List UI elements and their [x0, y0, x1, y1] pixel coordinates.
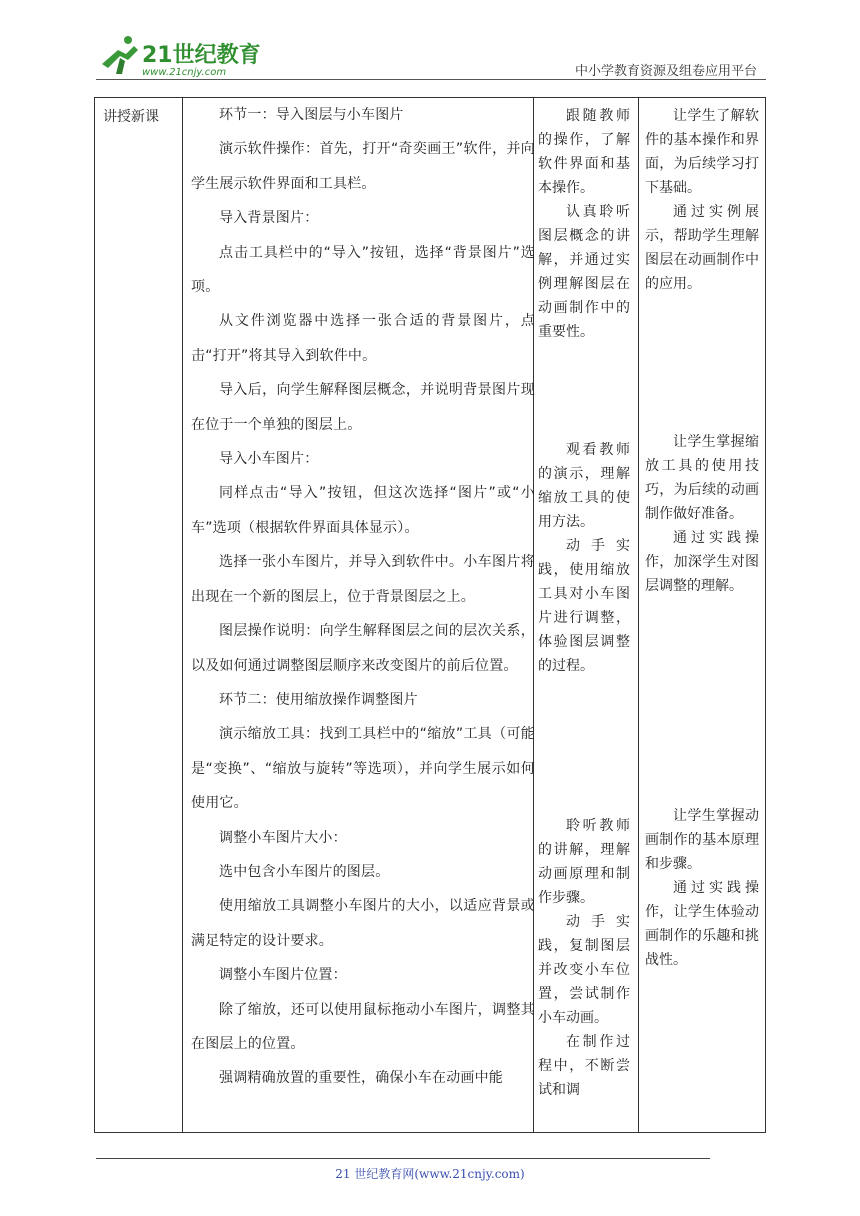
student-text: 聆听教师的讲解，理解动画原理和制作步骤。 — [538, 818, 630, 906]
purpose-text: 通过实践操作，让学生体验动画制作的乐趣和挑战性。 — [645, 880, 759, 968]
footer-link[interactable]: 21 世纪教育网(www.21cnjy.com) — [335, 1167, 525, 1181]
student-activity-block — [538, 104, 630, 344]
purpose-block — [645, 430, 759, 598]
main-paragraph: 使用缩放工具调整小车图片的大小，以适应背景或满足特定的设计要求。 — [191, 898, 535, 949]
main-paragraph: 强调精确放置的重要性，确保小车在动画中能 — [219, 1070, 503, 1087]
main-paragraph: 导入小车图片： — [219, 451, 319, 468]
main-paragraph: 选择一张小车图片，并导入到软件中。小车图片将出现在一个新的图层上，位于背景图层之上。 — [191, 554, 535, 605]
main-paragraph: 图层操作说明：向学生解释图层之间的层次关系，以及如何通过调整图层顺序来改变图片的前后位置。 — [191, 623, 535, 674]
student-text: 动手实践，复制图层并改变小车位置，尝试制作小车动画。 — [538, 914, 630, 1026]
student-activity-block — [538, 814, 630, 1102]
page-header — [0, 0, 860, 82]
footer-divider — [96, 1158, 710, 1159]
purpose-text: 让学生掌握缩放工具的使用技巧，为后续的动画制作做好准备。 — [645, 434, 759, 522]
purpose-text: 通过实例展示，帮助学生理解图层在动画制作中的应用。 — [645, 204, 759, 292]
main-paragraph: 选中包含小车图片的图层。 — [219, 863, 390, 880]
main-paragraph: 除了缩放，还可以使用鼠标拖动小车图片，调整其在图层上的位置。 — [191, 1001, 535, 1052]
header-divider — [96, 79, 766, 80]
main-paragraph: 从文件浏览器中选择一张合适的背景图片，点击“打开”将其导入到软件中。 — [191, 313, 535, 364]
purpose-text: 通过实践操作，加深学生对图层调整的理解。 — [645, 530, 759, 594]
main-paragraph: 同样点击“导入”按钮，但这次选择“图片”或“小车”选项（根据软件界面具体显示）。 — [191, 485, 535, 536]
section-label: 讲授新课 — [103, 109, 159, 125]
purpose-text: 让学生掌握动画制作的基本原理和步骤。 — [645, 808, 759, 872]
student-text: 跟随教师的操作，了解软件界面和基本操作。 — [538, 108, 630, 196]
main-paragraph: 调整小车图片大小： — [219, 829, 347, 846]
site-logo — [96, 34, 266, 78]
student-text: 动手实践，使用缩放工具对小车图片进行调整，体验图层调整的过程。 — [538, 538, 630, 674]
student-text: 观看教师的演示，理解缩放工具的使用方法。 — [538, 442, 630, 530]
svg-text:www.21cnjy.com: www.21cnjy.com — [142, 67, 227, 78]
student-activity-block — [538, 438, 630, 678]
lesson-table — [94, 97, 766, 1133]
main-paragraph: 点击工具栏中的“导入”按钮，选择“背景图片”选项。 — [191, 244, 535, 296]
svg-text:21世纪教育: 21世纪教育 — [142, 43, 261, 68]
column-divider — [638, 98, 639, 1132]
main-paragraph: 环节二：使用缩放操作调整图片 — [219, 691, 418, 708]
main-paragraph: 导入背景图片： — [219, 210, 319, 227]
purpose-block — [645, 804, 759, 972]
main-paragraph: 演示软件操作：首先，打开“奇奕画王”软件，并向学生展示软件界面和工具栏。 — [191, 141, 535, 192]
main-paragraph: 环节一：导入图层与小车图片 — [219, 107, 404, 123]
main-paragraph: 演示缩放工具：找到工具栏中的“缩放”工具（可能是“变换”、“缩放与旋转”等选项），并向学生展示如何使用它。 — [191, 726, 535, 812]
main-paragraph: 调整小车图片位置： — [219, 967, 347, 984]
student-text: 认真聆听图层概念的讲解，并通过实例理解图层在动画制作中的重要性。 — [538, 204, 630, 340]
main-paragraph: 导入后，向学生解释图层概念，并说明背景图片现在位于一个单独的图层上。 — [191, 382, 535, 433]
runner-icon — [102, 36, 138, 74]
purpose-text: 让学生了解软件的基本操作和界面，为后续学习打下基础。 — [645, 108, 759, 196]
student-text: 在制作过程中，不断尝试和调 — [538, 1034, 630, 1098]
purpose-block — [645, 104, 759, 296]
teacher-activity-column — [183, 98, 543, 1096]
platform-name: 中小学教育资源及组卷应用平台 — [574, 64, 757, 79]
